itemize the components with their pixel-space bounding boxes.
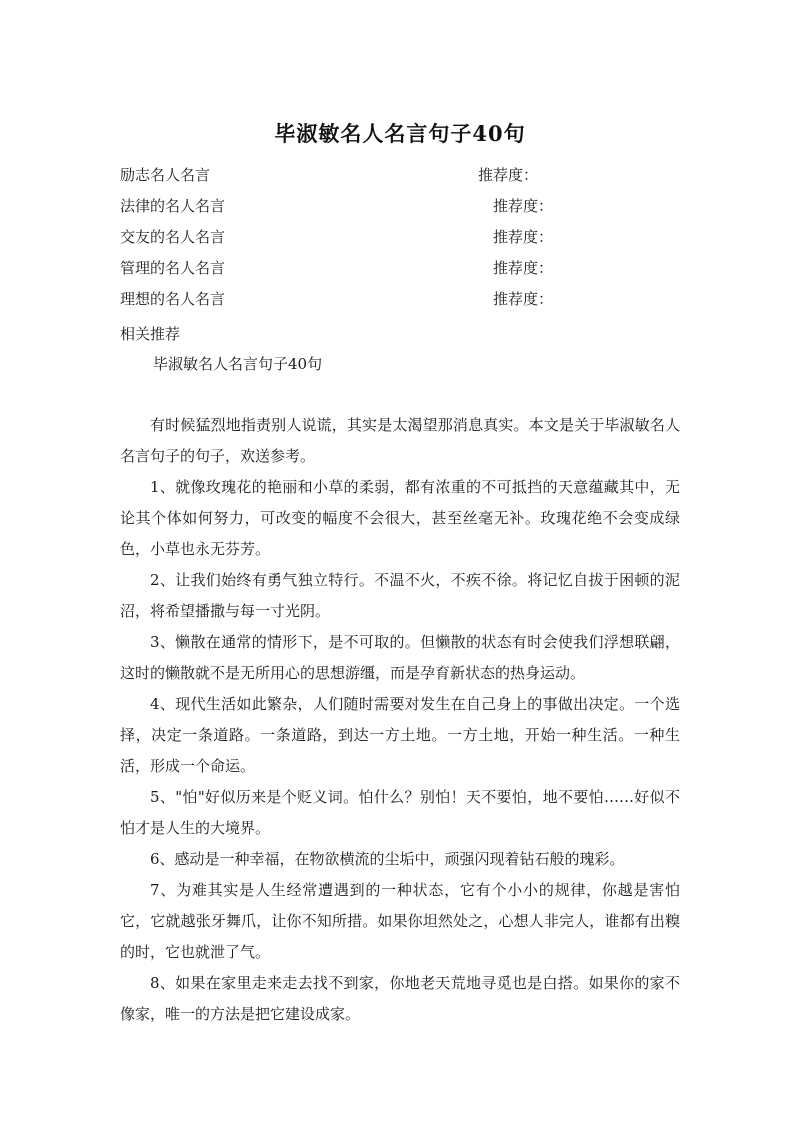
quote-paragraph: 7、为难其实是人生经常遭遇到的一种状态，它有个小小的规律，你越是害怕它，它就越张牙舞爪，让你不知所措。如果你坦然处之，心想人非完人，谁都有出糗的时，它也就泄了气。: [120, 881, 680, 961]
toc-item-label[interactable]: 法律的名人名言: [120, 197, 226, 215]
toc-item-label[interactable]: 励志名人名言: [120, 166, 211, 184]
quote-paragraph: 2、让我们始终有勇气独立特行。不温不火，不疾不徐。将记忆自拔于困顿的泥沼，将希望播撒与每一寸光阴。: [120, 571, 680, 620]
toc-item[interactable]: [120, 222, 680, 253]
toc-item-rating: 推荐度：: [478, 166, 539, 184]
quote-paragraph: 8、如果在家里走来走去找不到家，你地老天荒地寻觅也是白搭。如果你的家不像家，唯一的方法是把它建设成家。: [120, 974, 680, 1023]
related-heading: 相关推荐: [120, 325, 181, 343]
toc-item-label[interactable]: 理想的名人名言: [120, 290, 226, 308]
toc-item-rating: 推荐度：: [493, 197, 554, 215]
toc-list: [120, 160, 680, 315]
toc-item[interactable]: [120, 160, 680, 191]
toc-item[interactable]: [120, 253, 680, 284]
toc-item[interactable]: [120, 191, 680, 222]
quote-paragraph: 6、感动是一种幸福，在物欲横流的尘垢中，顽强闪现着钻石般的瑰彩。: [150, 850, 625, 868]
intro-paragraph: 有时候猛烈地指责别人说谎，其实是太渴望那消息真实。本文是关于毕淑敏名人名言句子的句子，欢送参考。: [120, 416, 680, 465]
related-link[interactable]: 毕淑敏名人名言句子40句: [153, 355, 323, 373]
toc-item[interactable]: [120, 284, 680, 315]
quote-paragraph: 5、"怕"好似历来是个贬义词。怕什么？别怕！天不要怕，地不要怕……好似不怕才是人生的大境界。: [120, 788, 680, 837]
toc-item-rating: 推荐度：: [493, 290, 554, 308]
toc-item-rating: 推荐度：: [493, 259, 554, 277]
toc-item-label[interactable]: 管理的名人名言: [120, 259, 226, 277]
document-title: 毕淑敏名人名言句子40句: [274, 121, 526, 146]
quote-paragraph: 1、就像玫瑰花的艳丽和小草的柔弱，都有浓重的不可抵挡的天意蕴藏其中，无论其个体如何努力，可改变的幅度不会很大，甚至丝毫无补。玫瑰花绝不会变成绿色，小草也永无芬芳。: [120, 478, 680, 558]
quote-paragraph: 4、现代生活如此繁杂，人们随时需要对发生在自己身上的事做出决定。一个选择，决定一条道路。一条道路，到达一方土地。一方土地，开始一种生活。一种生活，形成一个命运。: [120, 695, 680, 775]
article-body: [120, 410, 680, 1030]
quote-paragraph: 3、懒散在通常的情形下，是不可取的。但懒散的状态有时会使我们浮想联翩，这时的懒散就不是无所用心的思想游缰，而是孕育新状态的热身运动。: [120, 633, 680, 682]
toc-item-rating: 推荐度：: [493, 228, 554, 246]
toc-item-label[interactable]: 交友的名人名言: [120, 228, 226, 246]
